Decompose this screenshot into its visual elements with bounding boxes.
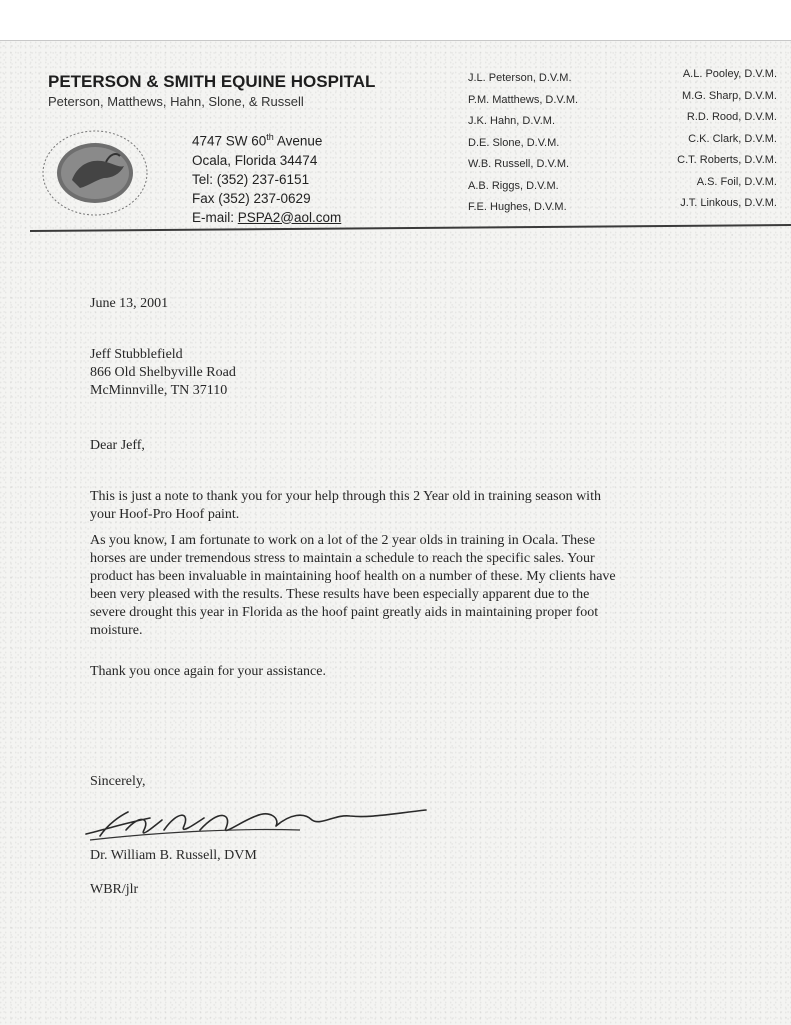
city-state-zip: Ocala, Florida 34474 bbox=[192, 152, 318, 168]
paragraph-line: product has been invaluable in maintaining hoof health on a number of these. My clients have bbox=[90, 569, 616, 584]
paragraph-line: severe drought this year in Florida as the hoof paint greatly aids in maintaining proper foot bbox=[90, 605, 599, 620]
body-paragraph-3: Thank you once again for your assistance. bbox=[90, 664, 326, 679]
paragraph-line: As you know, I am fortunate to work on a lot of the 2 year olds in training in Ocala. These bbox=[90, 533, 596, 548]
body-paragraph-2 bbox=[90, 532, 730, 640]
email-link[interactable]: PSPA2@aol.com bbox=[237, 209, 342, 225]
doctor-name: M.G. Sharp, D.V.M. bbox=[682, 89, 777, 102]
paragraph-line: This is just a note to thank you for your help through this 2 Year old in training season with bbox=[90, 489, 601, 504]
hospital-name: PETERSON & SMITH EQUINE HOSPITAL bbox=[48, 72, 376, 91]
paragraph-line: your Hoof-Pro Hoof paint. bbox=[90, 507, 240, 522]
doctor-name: A.L. Pooley, D.V.M. bbox=[682, 68, 777, 80]
recipient-city: McMinnville, TN 37110 bbox=[90, 383, 228, 398]
doctor-name: F.E. Hughes, D.V.M. bbox=[468, 201, 567, 213]
doctor-name: W.B. Russell, D.V.M. bbox=[468, 158, 570, 170]
salutation: Dear Jeff, bbox=[90, 438, 145, 453]
doctor-name: D.E. Slone, D.V.M. bbox=[468, 136, 560, 149]
recipient-street: 866 Old Shelbyville Road bbox=[90, 365, 236, 380]
recipient-address bbox=[90, 346, 236, 400]
email-line: E-mail: PSPA2@aol.com bbox=[192, 209, 342, 225]
hospital-seal-logo bbox=[40, 128, 150, 218]
signer-name: Dr. William B. Russell, DVM bbox=[90, 848, 257, 863]
letter-date: June 13, 2001 bbox=[90, 296, 169, 311]
partners-line: Peterson, Matthews, Hahn, Slone, & Russell bbox=[48, 94, 304, 109]
doctor-name: C.T. Roberts, D.V.M. bbox=[677, 154, 777, 166]
doctor-name: J.T. Linkous, D.V.M. bbox=[680, 197, 777, 209]
doctor-name: A.B. Riggs, D.V.M. bbox=[468, 179, 559, 192]
doctors-list-right bbox=[677, 64, 777, 215]
doctor-name: A.S. Foil, D.V.M. bbox=[696, 175, 777, 188]
paragraph-line: moisture. bbox=[90, 623, 143, 638]
hospital-address bbox=[192, 128, 341, 227]
body-paragraph-1 bbox=[90, 488, 730, 524]
paragraph-line: horses are under tremendous stress to maintain a schedule to reach the specific sales. Your bbox=[90, 551, 595, 566]
reference-initials: WBR/jlr bbox=[90, 882, 139, 897]
street-address: 4747 SW 60th Avenue bbox=[192, 132, 323, 149]
handwritten-signature bbox=[80, 800, 440, 850]
doctor-name: J.K. Hahn, D.V.M. bbox=[468, 115, 556, 127]
paragraph-line: been very pleased with the results. These results have been especially apparent due to the bbox=[90, 587, 590, 602]
doctor-name: C.K. Clark, D.V.M. bbox=[688, 132, 777, 145]
doctor-name: R.D. Rood, D.V.M. bbox=[686, 111, 777, 123]
telephone: Tel: (352) 237-6151 bbox=[192, 171, 310, 187]
doctors-list-left bbox=[468, 68, 578, 219]
recipient-name: Jeff Stubblefield bbox=[90, 347, 183, 362]
doctor-name: P.M. Matthews, D.V.M. bbox=[468, 93, 579, 106]
closing: Sincerely, bbox=[90, 774, 146, 789]
fax: Fax (352) 237-0629 bbox=[192, 190, 311, 206]
doctor-name: J.L. Peterson, D.V.M. bbox=[468, 72, 572, 84]
